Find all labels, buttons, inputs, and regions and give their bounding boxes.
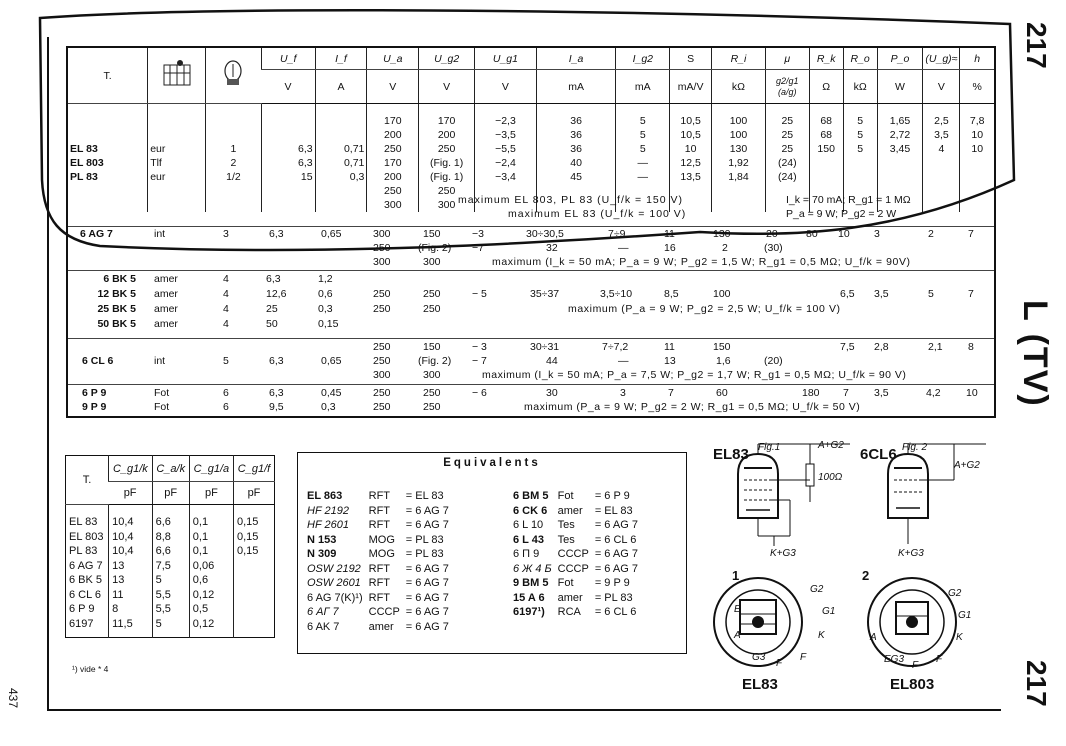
divider <box>68 384 994 385</box>
base-6ag7: int <box>154 228 166 240</box>
cap-cell: 5,5 <box>152 602 189 617</box>
rk-cell: 68 68 150 <box>809 104 843 213</box>
header-uf: U_f <box>261 48 315 70</box>
ri-6p9: 60 <box>716 387 728 399</box>
po-6bk5: 3,5 <box>874 288 889 300</box>
cap-cell: 11 <box>109 588 153 603</box>
cap-cell <box>233 559 274 574</box>
cap-unit: pF <box>152 482 189 505</box>
equivalents-box <box>297 452 687 654</box>
ia-6ag7-1: 30÷30,5 <box>526 228 564 240</box>
h-6cl6-1: 8 <box>968 341 974 353</box>
fig2-tube-name: 6CL6 <box>860 446 897 463</box>
tube-data-table <box>66 46 996 418</box>
fig2-circuit <box>888 444 986 544</box>
mu-6cl6-2: (20) <box>764 355 783 367</box>
cap-cell: 6,6 <box>152 505 189 530</box>
equivalents-title: Equivalents <box>443 457 541 469</box>
base2-pinout <box>868 578 956 666</box>
s-6ag7-2: 16 <box>664 242 676 254</box>
ug2-6ag7-2: (Fig. 2) <box>418 242 452 254</box>
type-6cl6: 6 CL 6 <box>82 355 114 367</box>
type-6ag7: 6 AG 7 <box>80 228 113 240</box>
ro-cell: 5 5 5 <box>843 104 877 213</box>
cap-header-cg1k: C_g1/k <box>109 456 153 482</box>
fig-cell: 1 2 1/2 <box>206 104 262 213</box>
types-6bk5: 6 BK 5 12 BK 5 25 BK 5 50 BK 5 <box>97 273 136 330</box>
table-row <box>66 559 275 574</box>
base2-pin-f2: F <box>912 660 919 671</box>
max-extra-el803: I_k = 70 mA; R_g1 = 1 MΩ <box>786 194 911 206</box>
unit-ua: V <box>367 70 419 104</box>
unit-ia: mA <box>536 70 616 104</box>
ua-6bk5-max: 250 <box>373 303 391 315</box>
ug1-6bk5: − 5 <box>472 288 487 300</box>
ua-6cl6-1: 250 <box>373 341 391 353</box>
ug1-6ag7-2: −7 <box>472 242 484 254</box>
base1-pin-f: F <box>800 652 807 663</box>
fig1-bottom-label: K+G3 <box>770 548 796 559</box>
equivalents-left-list <box>304 489 452 634</box>
ia-6cl6-1: 30÷31 <box>530 341 560 353</box>
cap-cell: 13 <box>109 559 153 574</box>
ua-6p9-max: 250 <box>373 401 391 413</box>
ug2-6cl6-1: 150 <box>423 341 441 353</box>
unit-po: W <box>877 70 923 104</box>
list-item: 6197¹) RCA = 6 CL 6 <box>513 606 637 618</box>
fig2-label: Fig. 2 <box>902 442 928 453</box>
unit-h: % <box>960 70 994 104</box>
base2-pin-g1: G1 <box>958 610 972 621</box>
cap-cell: 0,15 <box>233 505 274 530</box>
cap-cell: 6 P 9 <box>69 603 95 615</box>
cap-header-cg1f: C_g1/f <box>233 456 274 482</box>
socket-icon <box>160 59 194 89</box>
ua-6cl6-2: 250 <box>373 355 391 367</box>
cap-cell <box>233 588 274 603</box>
ug-6p9: 4,2 <box>926 387 941 399</box>
ig2-cell: 5 5 5 — — <box>616 104 670 213</box>
ug-6bk5: 5 <box>928 288 934 300</box>
cap-cell: 0,12 <box>189 588 233 603</box>
max-note-6ag7: maximum (I_k = 50 mA; P_a = 9 W; P_g2 = 1,5 W; R_g1 = 0,5 MΩ; U_f/k = 90V) <box>492 256 911 268</box>
cap-cell: 8 <box>109 602 153 617</box>
cap-cell: 5 <box>152 573 189 588</box>
mu-6ag7-2: (30) <box>764 242 783 254</box>
max-note-el83: maximum EL 83 (U_f/k = 100 V) <box>508 208 687 220</box>
ig2-6cl6-1: 7÷7,2 <box>602 341 629 353</box>
list-item: 6 П 9 CCCP = 6 AG 7 <box>513 548 638 560</box>
footnote: ¹) vide * 4 <box>72 664 109 674</box>
po-6cl6-1: 2,8 <box>874 341 889 353</box>
mu-cell: 25 25 25 (24) (24) <box>765 104 809 213</box>
ug-6cl6-1: 2,1 <box>928 341 943 353</box>
h-6p9: 10 <box>966 387 978 399</box>
uf-6p9: 6,3 9,5 <box>269 387 284 413</box>
list-item: 6 Ж 4 Б CCCP = 6 AG 7 <box>513 562 638 575</box>
list-item: N 153 MOG = PL 83 <box>307 533 444 546</box>
uf-cell: 6,3 6,3 15 <box>261 104 315 213</box>
ua-cell: 170 200 250 170 200 250 300 <box>367 104 419 213</box>
if-6bk5: 1,2 0,6 0,3 0,15 <box>318 273 339 330</box>
base1-pin-g2: G2 <box>810 584 824 595</box>
ug-cell: 2,5 3,5 4 <box>923 104 960 213</box>
cap-cell: 0,6 <box>189 573 233 588</box>
base2-pin-k: K <box>956 632 963 643</box>
header-s: S <box>670 48 712 70</box>
base-cell: eur Tlf eur <box>148 104 206 213</box>
cap-cell: 0,06 <box>189 559 233 574</box>
base1-pin-e: E <box>734 604 741 615</box>
base2-name: EL803 <box>890 676 935 693</box>
ug2-6p9-max: 250 <box>423 401 441 413</box>
ug2-6bk5-max: 250 <box>423 303 441 315</box>
h-cell: 7,8 10 10 <box>960 104 994 213</box>
max-note-6cl6: maximum (I_k = 50 mA; P_a = 7,5 W; P_g2 = 1,7 W; R_g1 = 0,5 MΩ; U_f/k = 90 V) <box>482 369 907 381</box>
list-item: 15 A 6 amer = PL 83 <box>513 591 633 604</box>
ri-cell: 100 100 130 1,92 1,84 <box>712 104 766 213</box>
cap-cell: 13 <box>109 573 153 588</box>
cap-cell: EL 803 <box>69 530 104 543</box>
list-item: HF 2192 RFT = 6 AG 7 <box>307 504 449 517</box>
po-cell: 1,65 2,72 3,45 <box>877 104 923 213</box>
max-note-6p9: maximum (P_a = 9 W; P_g2 = 2 W; R_g1 = 0,5 MΩ; U_f/k = 50 V) <box>524 401 861 413</box>
list-item: N 309 MOG = PL 83 <box>307 548 444 560</box>
ia-6ag7-2: 32 <box>546 242 558 254</box>
cap-cell: 6 BK 5 <box>69 574 103 586</box>
ig2-6bk5: 3,5÷10 <box>600 288 633 300</box>
cap-cell: 10,4 <box>109 530 153 545</box>
base2-pin-a: A <box>870 632 877 643</box>
ri-6ag7-2: 2 <box>722 242 728 254</box>
side-page-number-bottom: 217 <box>1021 660 1052 707</box>
s-6cl6-1: 11 <box>664 341 675 353</box>
figs-6p9: 6 6 <box>223 387 229 413</box>
list-item: 6 CK 6 amer = EL 83 <box>513 504 633 517</box>
cap-cell: 5,5 <box>152 588 189 603</box>
list-item: 6 AG 7(K)¹) RFT = 6 AG 7 <box>307 591 449 604</box>
fig-6cl6: 5 <box>223 355 229 367</box>
ig2-6cl6-2: — <box>618 355 629 367</box>
s-6bk5: 8,5 <box>664 288 679 300</box>
header-po: P_o <box>877 48 923 70</box>
uf-6cl6: 6,3 <box>269 355 284 367</box>
header-ug1: U_g1 <box>475 48 537 70</box>
type-cell: EL 83 EL 803 PL 83 <box>70 143 104 183</box>
header-ua: U_a <box>367 48 419 70</box>
ug1-6cl6-1: − 3 <box>472 341 487 353</box>
header-ro: R_o <box>843 48 877 70</box>
mu-6ag7-1: 20 <box>766 228 778 240</box>
table-row <box>66 617 275 638</box>
ug2-cell: 170 200 250 (Fig. 1) (Fig. 1) 250 300 <box>419 104 475 213</box>
ug2-6bk5: 250 <box>423 288 441 300</box>
ug1-6p9: − 6 <box>472 387 487 399</box>
max-note-el803: maximum EL 803, PL 83 (U_f/k = 150 V) <box>458 194 684 206</box>
divider <box>68 270 994 271</box>
s-cell: 10,5 10,5 10 12,5 13,5 <box>670 104 712 213</box>
bases-6bk5: amer amer amer amer <box>154 273 178 330</box>
header-rk: R_k <box>809 48 843 70</box>
unit-uf: V <box>261 70 315 104</box>
header-mu: μ <box>765 48 809 70</box>
divider <box>68 338 994 339</box>
cap-cell: 0,12 <box>189 617 233 638</box>
ua-6bk5: 250 <box>373 288 391 300</box>
ri-6bk5: 100 <box>713 288 731 300</box>
unit-rk: Ω <box>809 70 843 104</box>
po-6ag7-1: 3 <box>874 228 880 240</box>
cap-cell: EL 83 <box>69 516 98 528</box>
cap-cell: 10,4 <box>109 544 153 559</box>
ua-6ag7-1: 300 <box>373 228 391 240</box>
unit-s: mA/V <box>670 70 712 104</box>
ug2-6p9: 250 <box>423 387 441 399</box>
rk-6p9: 180 <box>802 387 820 399</box>
unit-ug: V <box>923 70 960 104</box>
unit-if: A <box>315 70 367 104</box>
list-item: EL 863 RFT = EL 83 <box>307 490 444 502</box>
ro-6cl6-1: 7,5 <box>840 341 855 353</box>
unit-ug1: V <box>475 70 537 104</box>
fig-6ag7: 3 <box>223 228 229 240</box>
cap-cell: 0,1 <box>189 544 233 559</box>
fig1-tube-name: EL83 <box>713 446 749 463</box>
base1-pin-k: K <box>818 630 825 641</box>
cap-cell: 0,15 <box>233 530 274 545</box>
fig2-node-label: A+G2 <box>954 460 980 471</box>
cap-cell: 0,5 <box>189 602 233 617</box>
base2-number: 2 <box>862 568 870 583</box>
list-item: 6 L 43 Tes = 6 CL 6 <box>513 533 637 546</box>
if-6ag7: 0,65 <box>321 228 342 240</box>
cap-cell: 0,1 <box>189 505 233 530</box>
page-number: 437 <box>6 688 20 709</box>
unit-ug2: V <box>419 70 475 104</box>
max-extra-el83: P_a = 9 W; P_g2 = 2 W <box>786 208 897 220</box>
cap-cell: 6 AG 7 <box>69 559 103 572</box>
ua-6cl6-max: 300 <box>373 369 391 381</box>
ug-6ag7-1: 2 <box>928 228 934 240</box>
if-cell: 0,71 0,71 0,3 <box>315 104 367 213</box>
cap-cell <box>233 573 274 588</box>
po-6p9: 3,5 <box>874 387 889 399</box>
header-ug: (U_g)≈ <box>923 48 960 70</box>
s-6cl6-2: 13 <box>664 355 676 367</box>
list-item: 9 BM 5 Fot = 9 P 9 <box>513 577 630 589</box>
base1-pin-a: A <box>734 630 741 641</box>
header-ri: R_i <box>712 48 766 70</box>
capacitance-table <box>65 455 275 638</box>
ug1-cell: −2,3 −3,5 −5,5 −2,4 −3,4 <box>475 104 537 213</box>
cap-cell: 10,4 <box>109 505 153 530</box>
unit-ri: kΩ <box>712 70 766 104</box>
ia-cell: 36 36 36 40 45 <box>536 104 616 213</box>
base2-pin-f: F <box>936 654 943 665</box>
cap-cell: PL 83 <box>69 545 98 557</box>
cap-cell: 6,6 <box>152 544 189 559</box>
h-6bk5: 7 <box>968 288 974 300</box>
uf-6bk5: 6,3 12,6 25 50 <box>266 273 287 330</box>
cap-cell <box>233 617 274 638</box>
list-item: HF 2601 RFT = 6 AG 7 <box>307 519 449 531</box>
base-6cl6: int <box>154 355 166 367</box>
max-note-6bk5: maximum (P_a = 9 W; P_g2 = 2,5 W; U_f/k = 100 V) <box>568 303 841 315</box>
table-row <box>66 544 275 559</box>
table-row <box>66 588 275 603</box>
cap-cell: 7,5 <box>152 559 189 574</box>
side-page-number-top: 217 <box>1021 22 1052 69</box>
list-item: OSW 2601 RFT = 6 AG 7 <box>307 577 449 589</box>
header-ia: I_a <box>536 48 616 70</box>
header-ug2: U_g2 <box>419 48 475 70</box>
base1-pin-f2: F <box>776 658 783 669</box>
fig1-node-label: A+G2 <box>818 440 844 451</box>
header-ig2: I_g2 <box>616 48 670 70</box>
list-item: 6 L 10 Tes = 6 AG 7 <box>513 519 638 531</box>
unit-ro: kΩ <box>843 70 877 104</box>
header-if: I_f <box>315 48 367 70</box>
cap-unit: pF <box>189 482 233 505</box>
cap-unit: pF <box>233 482 274 505</box>
figs-6bk5: 4 4 4 4 <box>223 273 229 330</box>
bases-6p9: Fot Fot <box>154 387 170 413</box>
ug2-6cl6-max: 300 <box>423 369 441 381</box>
ug2-6ag7-max: 300 <box>423 256 441 268</box>
types-6p9: 6 P 9 9 P 9 <box>82 387 107 413</box>
s-6p9: 7 <box>668 387 674 399</box>
cap-cell: 0,1 <box>189 530 233 545</box>
ri-6cl6-2: 1,6 <box>716 355 731 367</box>
tube-diagrams <box>700 440 1000 700</box>
ua-6p9: 250 <box>373 387 391 399</box>
ig2-6p9: 3 <box>620 387 626 399</box>
base1-number: 1 <box>732 568 740 583</box>
unit-ig2: mA <box>616 70 670 104</box>
list-item: 6 BM 5 Fot = 6 P 9 <box>513 490 630 502</box>
s-6ag7-1: 11 <box>664 228 675 240</box>
ig2-6ag7-1: 7÷9 <box>608 228 626 240</box>
if-6p9: 0,45 0,3 <box>321 387 342 413</box>
ro-6p9: 7 <box>843 387 849 399</box>
table-row <box>66 505 275 530</box>
uf-6ag7: 6,3 <box>269 228 284 240</box>
ro-6bk5: 6,5 <box>840 288 855 300</box>
base1-pin-g3: G3 <box>752 652 766 663</box>
cap-header-cak: C_a/k <box>152 456 189 482</box>
cap-unit: pF <box>109 482 153 505</box>
table-row <box>66 602 275 617</box>
cap-cell: 11,5 <box>109 617 153 638</box>
cap-cell: 5 <box>152 617 189 638</box>
base1-pin-g1: G1 <box>822 606 836 617</box>
cap-cell: 6 CL 6 <box>69 588 102 601</box>
cap-header-type: T. <box>66 456 109 505</box>
ro-6ag7-1: 10 <box>838 228 850 240</box>
if-6cl6: 0,65 <box>321 355 342 367</box>
rk-6ag7-1: 80 <box>806 228 818 240</box>
cap-cell: 8,8 <box>152 530 189 545</box>
side-section-label: L (TV) <box>1016 300 1054 408</box>
cap-cell: 0,15 <box>233 544 274 559</box>
ri-6ag7-1: 130 <box>713 228 731 240</box>
fig1-label: Fig.1 <box>758 442 781 453</box>
table-row <box>66 530 275 545</box>
h-6ag7-1: 7 <box>968 228 974 240</box>
ua-6ag7-max: 300 <box>373 256 391 268</box>
ug2-6ag7-1: 150 <box>423 228 441 240</box>
unit-mu: g2/g1 (a/g) <box>765 70 809 104</box>
list-item: 6 АГ 7 CCCP = 6 AG 7 <box>307 606 449 618</box>
ri-6cl6-1: 150 <box>713 341 731 353</box>
ia-6cl6-2: 44 <box>546 355 558 367</box>
base2-pin-eg3: EG3 <box>884 654 905 665</box>
header-h: h <box>960 48 994 70</box>
fig2-bottom-label: K+G3 <box>898 548 924 559</box>
list-item: 6 AK 7 amer = 6 AG 7 <box>307 620 449 633</box>
header-base-icon <box>148 48 206 104</box>
fig1-circuit <box>738 444 850 546</box>
cap-header-cg1a: C_g1/a <box>189 456 233 482</box>
header-type: T. <box>68 48 148 104</box>
ug2-6cl6-2: (Fig. 2) <box>418 355 452 367</box>
divider <box>68 226 994 227</box>
header-tube-icon <box>206 48 262 104</box>
ug1-6ag7-1: −3 <box>472 228 484 240</box>
ua-6ag7-2: 250 <box>373 242 391 254</box>
ia-6bk5: 35÷37 <box>530 288 560 300</box>
fig1-resistor-label: 100Ω <box>818 472 843 483</box>
cap-cell: 6197 <box>69 617 94 630</box>
tube-icon <box>222 59 244 89</box>
base2-pin-g2: G2 <box>948 588 962 599</box>
table-row <box>66 573 275 588</box>
ug1-6cl6-2: − 7 <box>472 355 487 367</box>
base1-name: EL83 <box>742 676 778 693</box>
ig2-6ag7-2: — <box>618 242 629 254</box>
equivalents-right-list <box>510 489 641 620</box>
cap-cell <box>233 602 274 617</box>
list-item: OSW 2192 RFT = 6 AG 7 <box>307 562 449 575</box>
ia-6p9: 30 <box>546 387 558 399</box>
